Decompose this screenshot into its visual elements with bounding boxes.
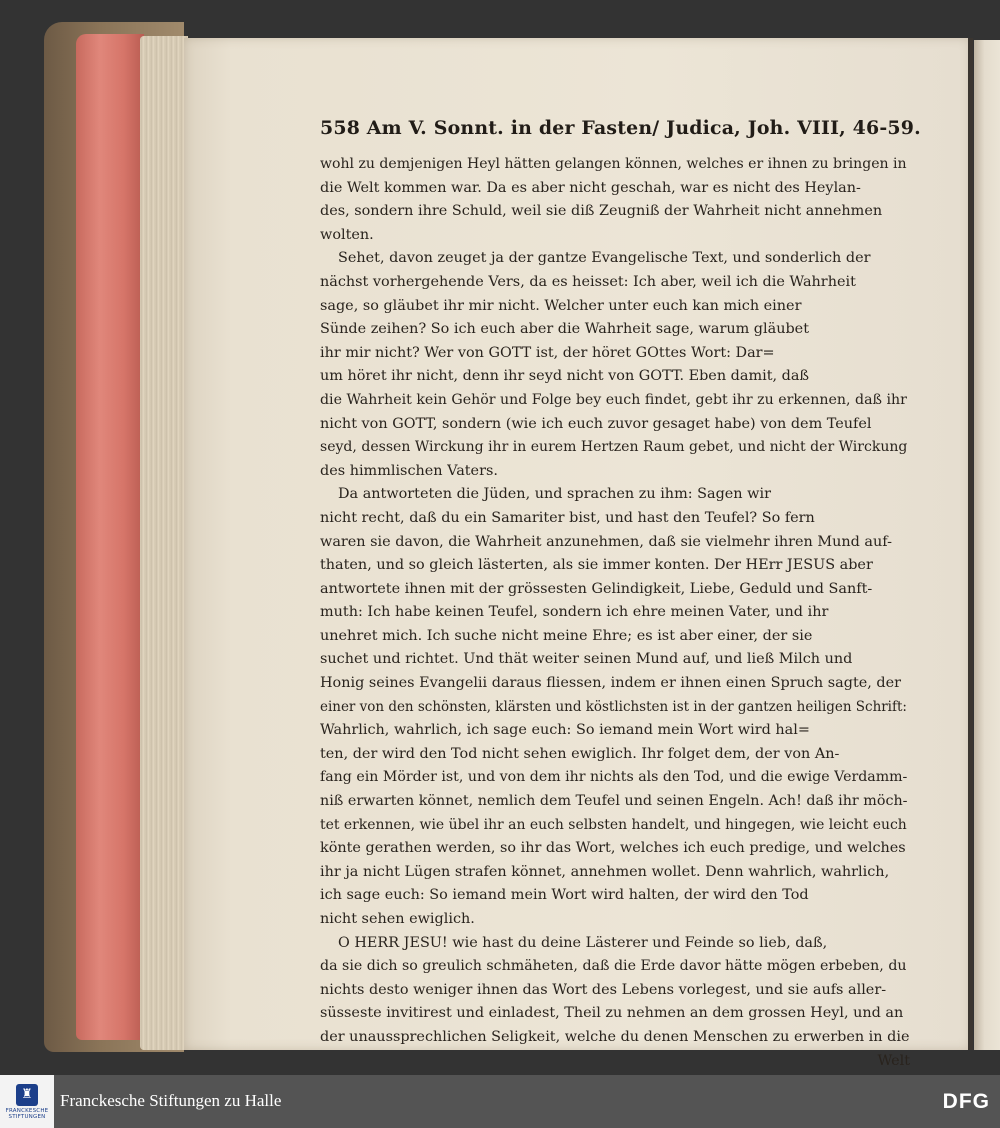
text-line: süsseste invitirest und einladest, Theil zu nehmen an dem grossen Heyl, und an xyxy=(320,1005,904,1022)
logo-caption: FRANCKESCHE STIFTUNGEN xyxy=(5,1107,49,1120)
text-line: muth: Ich habe keinen Teufel, sondern ich ehre meinen Vater, und ihr xyxy=(320,604,829,621)
text-line: Sünde zeihen? So ich euch aber die Wahrheit sage, warum gläubet xyxy=(320,321,809,338)
text-line: seyd, dessen Wirckung ihr in eurem Hertzen Raum gebet, und nicht der Wirckung xyxy=(320,439,908,456)
text-line: einer von den schönsten, klärsten und köstlichsten ist in der gantzen heiligen Schrift: xyxy=(320,698,907,715)
text-line: die Welt kommen war. Da es aber nicht geschah, war es nicht des Heylan- xyxy=(320,179,861,196)
text-line: ich sage euch: So iemand mein Wort wird halten, der wird den Tod xyxy=(320,887,809,904)
text-line: Welt xyxy=(877,1052,910,1069)
text-line: tet erkennen, wie übel ihr an euch selbsten handelt, und hingegen, wie leicht euch xyxy=(320,816,907,833)
text-line: wohl zu demjenigen Heyl hätten gelangen können, welches er ihnen zu bringen in xyxy=(320,156,907,172)
institution-logo[interactable] xyxy=(0,1075,54,1128)
text-line: ihr ja nicht Lügen strafen könnet, annehmen wollet. Denn wahrlich, wahrlich, xyxy=(320,863,890,880)
dfg-logo[interactable]: DFG xyxy=(942,1090,990,1113)
institution-name[interactable]: Franckesche Stiftungen zu Halle xyxy=(60,1091,282,1110)
logo-icon: ♜ xyxy=(16,1084,38,1106)
text-line: nichts desto weniger ihnen das Wort des Lebens vorlegest, und sie aufs aller- xyxy=(320,981,887,998)
text-line: fang ein Mörder ist, und von dem ihr nichts als den Tod, und die ewige Verdamm- xyxy=(320,769,908,786)
text-line: antwortete ihnen mit der grössesten Gelindigkeit, Liebe, Geduld und Sanft- xyxy=(320,580,873,597)
text-line: um höret ihr nicht, denn ihr seyd nicht von GOTT. Eben damit, daß xyxy=(320,368,810,385)
text-line: könte gerathen werden, so ihr das Wort, welches ich euch predige, und welches xyxy=(320,840,906,857)
text-line: thaten, und so gleich lästerten, als sie immer konten. Der HErr JESUS aber xyxy=(320,557,873,574)
facing-page-edge xyxy=(974,40,1000,1050)
text-line: nicht recht, daß du ein Samariter bist, und hast den Teufel? So fern xyxy=(320,509,815,526)
body-text xyxy=(320,153,910,1073)
gutter xyxy=(968,38,973,1050)
text-line: suchet und richtet. Und thät weiter seinen Mund auf, und ließ Milch und xyxy=(320,651,853,668)
text-line: nicht von GOTT, sondern (wie ich euch zuvor gesaget habe) von dem Teufel xyxy=(320,415,872,432)
text-line: Da antworteten die Jüden, und sprachen zu ihm: Sagen wir xyxy=(338,486,771,503)
text-line: waren sie davon, die Wahrheit anzunehmen, daß sie vielmehr ihren Mund auf- xyxy=(320,533,892,550)
text-line: unehret mich. Ich suche nicht meine Ehre; es ist aber einer, der sie xyxy=(320,627,813,644)
text-line: Sehet, davon zeuget ja der gantze Evangelische Text, und sonderlich der xyxy=(338,250,871,267)
text-line: der unaussprechlichen Seligkeit, welche du denen Menschen zu erwerben in die xyxy=(320,1028,910,1045)
footer-bar xyxy=(0,1075,1000,1128)
text-line: nicht sehen ewiglich. xyxy=(320,911,475,927)
page-stack xyxy=(140,36,188,1050)
running-header: 558 Am V. Sonnt. in der Fasten/ Judica, Joh. VIII, 46-59. xyxy=(320,117,921,139)
text-line: ten, der wird den Tod nicht sehen ewiglich. Ihr folget dem, der von An- xyxy=(320,745,840,762)
text-line: O HERR JESU! wie hast du deine Lästerer und Feinde so lieb, daß, xyxy=(338,934,828,951)
text-line: sage, so gläubet ihr mir nicht. Welcher unter euch kan mich einer xyxy=(320,297,802,314)
text-line: des himmlischen Vaters. xyxy=(320,462,498,479)
text-line: wolten. xyxy=(320,226,374,243)
text-line: nächst vorhergehende Vers, da es heisset: Ich aber, weil ich die Wahrheit xyxy=(320,273,856,290)
text-line: niß erwarten könnet, nemlich dem Teufel und seinen Engeln. Ach! daß ihr möch- xyxy=(320,793,908,810)
text-line: Wahrlich, wahrlich, ich sage euch: So iemand mein Wort wird hal= xyxy=(320,722,810,739)
book-red-edge xyxy=(76,34,144,1040)
text-line: des, sondern ihre Schuld, weil sie diß Zeugniß der Wahrheit nicht annehmen xyxy=(320,203,883,220)
text-line: ihr mir nicht? Wer von GOTT ist, der höret GOttes Wort: Dar= xyxy=(320,344,775,361)
text-line: da sie dich so greulich schmäheten, daß die Erde davor hätte mögen erbeben, du xyxy=(320,958,907,975)
text-line: Honig seines Evangelii daraus fliessen, indem er ihnen einen Spruch sagte, der xyxy=(320,675,901,692)
text-line: die Wahrheit kein Gehör und Folge bey euch findet, gebt ihr zu erkennen, daß ihr xyxy=(320,391,907,408)
